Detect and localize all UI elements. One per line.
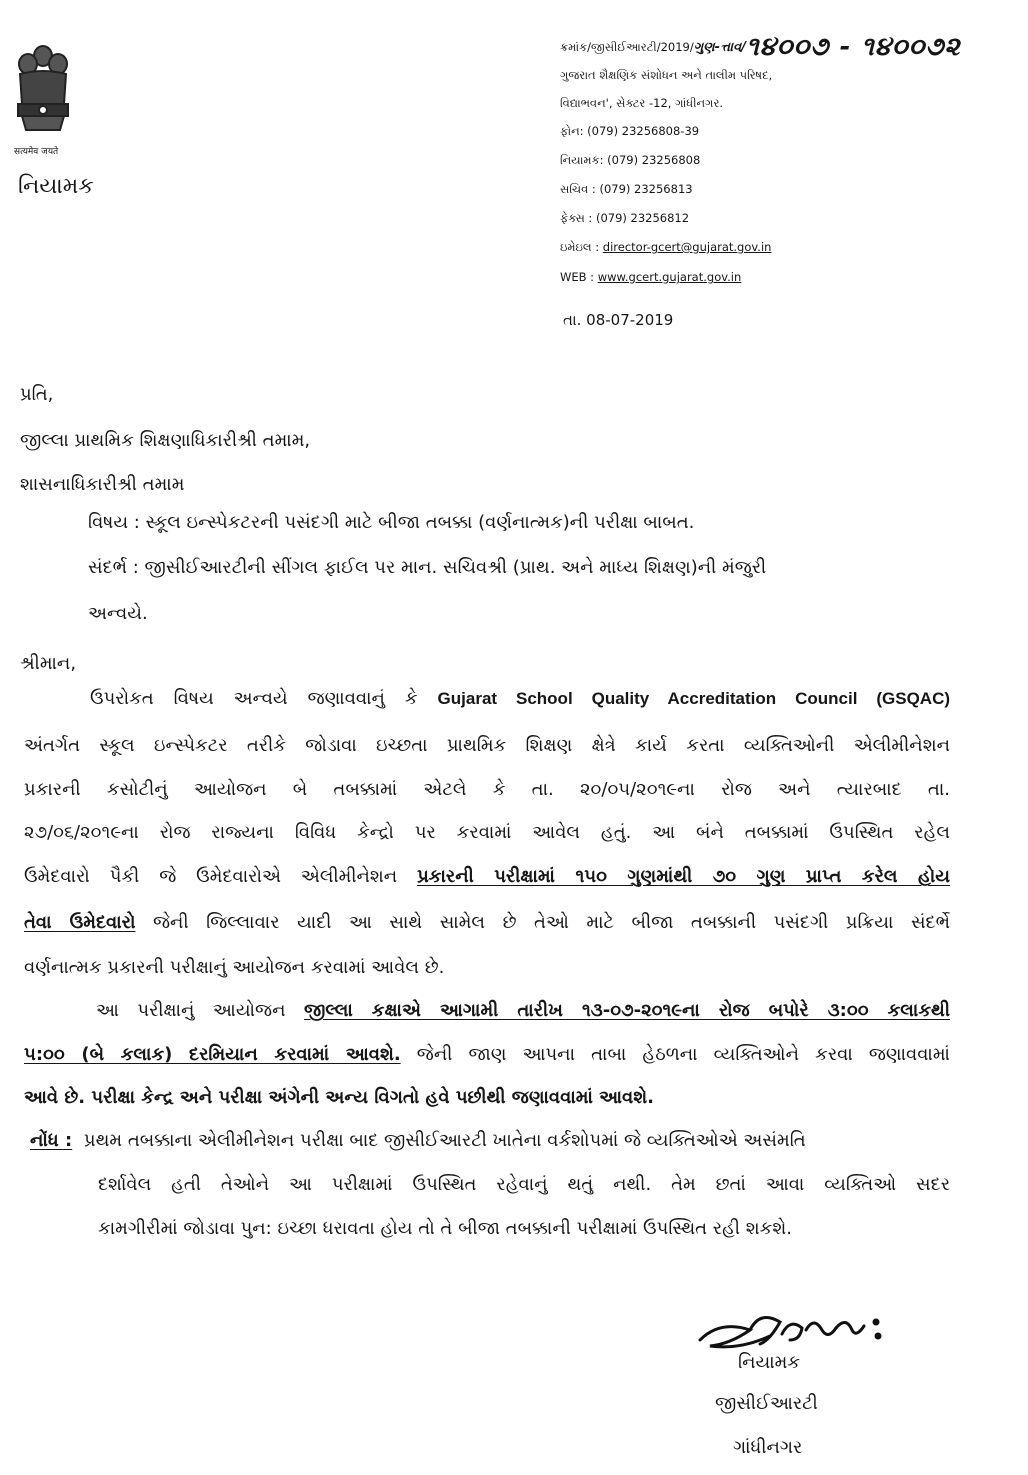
phone: ફોન: (079) 23256808-39 xyxy=(560,124,700,138)
para2-line1: આ પરીક્ષાનું આયોજન જીલ્લા કક્ષાએ આગામી તારીખ ૧૩-૦૭-૨૦૧૯ના રોજ બપોરે ૩:૦૦ કલાકથી xyxy=(96,1000,950,1021)
web-link[interactable]: www.gcert.gujarat.gov.in xyxy=(597,270,742,284)
note-line3: કામગીરીમાં જોડાવા પુન: ઇચ્છા ધરાવતા હોય તો તે બીજા તબક્કાની પરીક્ષામાં ઉપસ્થિત રહી શકશે. xyxy=(98,1218,792,1239)
ref-handwritten-number: ૧૪૦૦૭ - ૧૪૦૦૭૨ xyxy=(745,32,961,62)
para1-line7: વર્ણનાત્મક પ્રકારની પરીક્ષાનું આયોજન કરવામાં આવેલ છે. xyxy=(24,957,445,978)
secretary-phone: સચિવ : (079) 23256813 xyxy=(560,182,693,196)
reference-line-2: અન્વયે. xyxy=(88,603,148,624)
addressee-line-2: શાસનાધિકારીશ્રી તમામ xyxy=(20,474,185,495)
ref-handwritten-prefix: ગુણ-ત્તાવ/ xyxy=(693,40,746,55)
para1-line1: ઉપરોકત વિષય અન્વયે જણાવવાનું કે Gujarat School Quality Accreditation Council (GSQAC) xyxy=(90,688,951,709)
para1-line6: તેવા ઉમેદવારો જેની જિલ્લાવાર યાદી આ સાથે સામેલ છે તેઓ માટે બીજા તબક્કાની પસંદગી પ્રક્રિયા સંદર્ભે xyxy=(24,912,950,933)
para1-line4: ૨૭/૦૬/૨૦૧૯ના રોજ રાજ્યના વિવિધ કેન્દ્રો પર કરવામાં આવેલ હતું. આ બંને તબક્કામાં ઉપસ્થિત રહેલ xyxy=(24,822,950,843)
email-line xyxy=(560,240,771,255)
signatory-place: ગાંધીનગર xyxy=(733,1437,803,1458)
fax: ફેક્સ : (079) 23256812 xyxy=(560,211,690,225)
email-label: ઇમેઇલ : xyxy=(560,240,603,254)
para1-line2: અંતર્ગત સ્કૂલ ઇન્સ્પેકટર તરીકે જોડાવા ઇચ્છતા પ્રાથમિક શિક્ષણ ક્ષેત્રે કાર્ય કરતા વ્યક્તિઓની એલીમીનેશન xyxy=(24,735,950,756)
reference-number xyxy=(560,28,961,62)
director-phone: નિયામક: (079) 23256808 xyxy=(560,153,701,167)
salutation: શ્રીમાન, xyxy=(20,653,77,674)
para2-line2: ૫:૦૦ (બે કલાક) દરમિયાન કરવામાં આવશે. જેની જાણ આપના તાબા હેઠળના વ્યક્તિઓને કરવા જણાવવામાં xyxy=(24,1044,950,1065)
web-label: WEB : xyxy=(560,270,598,284)
email-link[interactable]: director-gcert@gujarat.gov.in xyxy=(602,240,772,254)
signatory-org: જીસીઈઆરટી xyxy=(715,1393,818,1414)
para1-line5: ઉમેદવારો પૈકી જે ઉમેદવારોએ એલીમીનેશન પ્રકારની પરીક્ષામાં ૧૫૦ ગુણમાંથી ૭૦ ગુણ પ્રાપ્ત કરેલ હોય xyxy=(24,866,951,887)
ashoka-emblem-icon xyxy=(10,38,76,142)
note-line1: નોંધ : પ્રથમ તબક્કાના એલીમીનેશન પરીક્ષા બાદ જીસીઈઆરટી ખાતેના વર્કશોપમાં જે વ્યક્તિઓએ અસંમતિ xyxy=(30,1130,806,1151)
subject-line: વિષય : સ્કૂલ ઇન્સ્પેકટરની પસંદગી માટે બીજા તબક્કા (વર્ણનાત્મક)ની પરીક્ષા બાબત. xyxy=(88,512,695,533)
prati: પ્રતિ, xyxy=(20,384,54,405)
addressee-line-1: જીલ્લા પ્રાથમિક શિક્ષણાધિકારીશ્રી તમામ, xyxy=(20,430,311,451)
office-title: નિયામક xyxy=(18,174,94,199)
note-line2: દર્શાવેલ હતી તેઓને આ પરીક્ષામાં ઉપસ્થિત રહેવાનું થતું નથી. તેમ છતાં આવા વ્યક્તિઓ સદર xyxy=(98,1174,950,1195)
para1-line3: પ્રકારની કસોટીનું આયોજન બે તબક્કામાં એટલે કે તા. ૨૦/૦૫/૨૦૧૯ના રોજ અને ત્યારબાદ તા. xyxy=(24,779,950,800)
para2-line3: આવે છે. પરીક્ષા કેન્દ્ર અને પરીક્ષા અંગેની અન્ય વિગતો હવે પછીથી જણાવવામાં આવશે. xyxy=(24,1087,654,1108)
ref-printed: ક્રમાંક/જીસીઈઆરટી/2019/ xyxy=(560,40,694,54)
signatory-title: નિયામક xyxy=(738,1352,801,1373)
web-line xyxy=(560,270,741,284)
note-label: નોંધ : xyxy=(30,1130,73,1151)
national-motto: सत्यमेव जयते xyxy=(14,147,59,157)
letter-date: તા. 08-07-2019 xyxy=(563,311,674,329)
address-line-1: ગુજરાત શૈક્ષણિક સંશોધન અને તાલીમ પરિષદ, xyxy=(560,68,773,82)
address-line-2: વિદ્યાભવન', સેક્ટર -12, ગાંધીનગર. xyxy=(560,96,724,110)
reference-line-1: સંદર્ભ : જીસીઈઆરટીની સીંગલ ફાઈલ પર માન. સચિવશ્રી (પ્રાથ. અને માધ્ય શિક્ષણ)ની મંજુરી xyxy=(88,557,767,578)
